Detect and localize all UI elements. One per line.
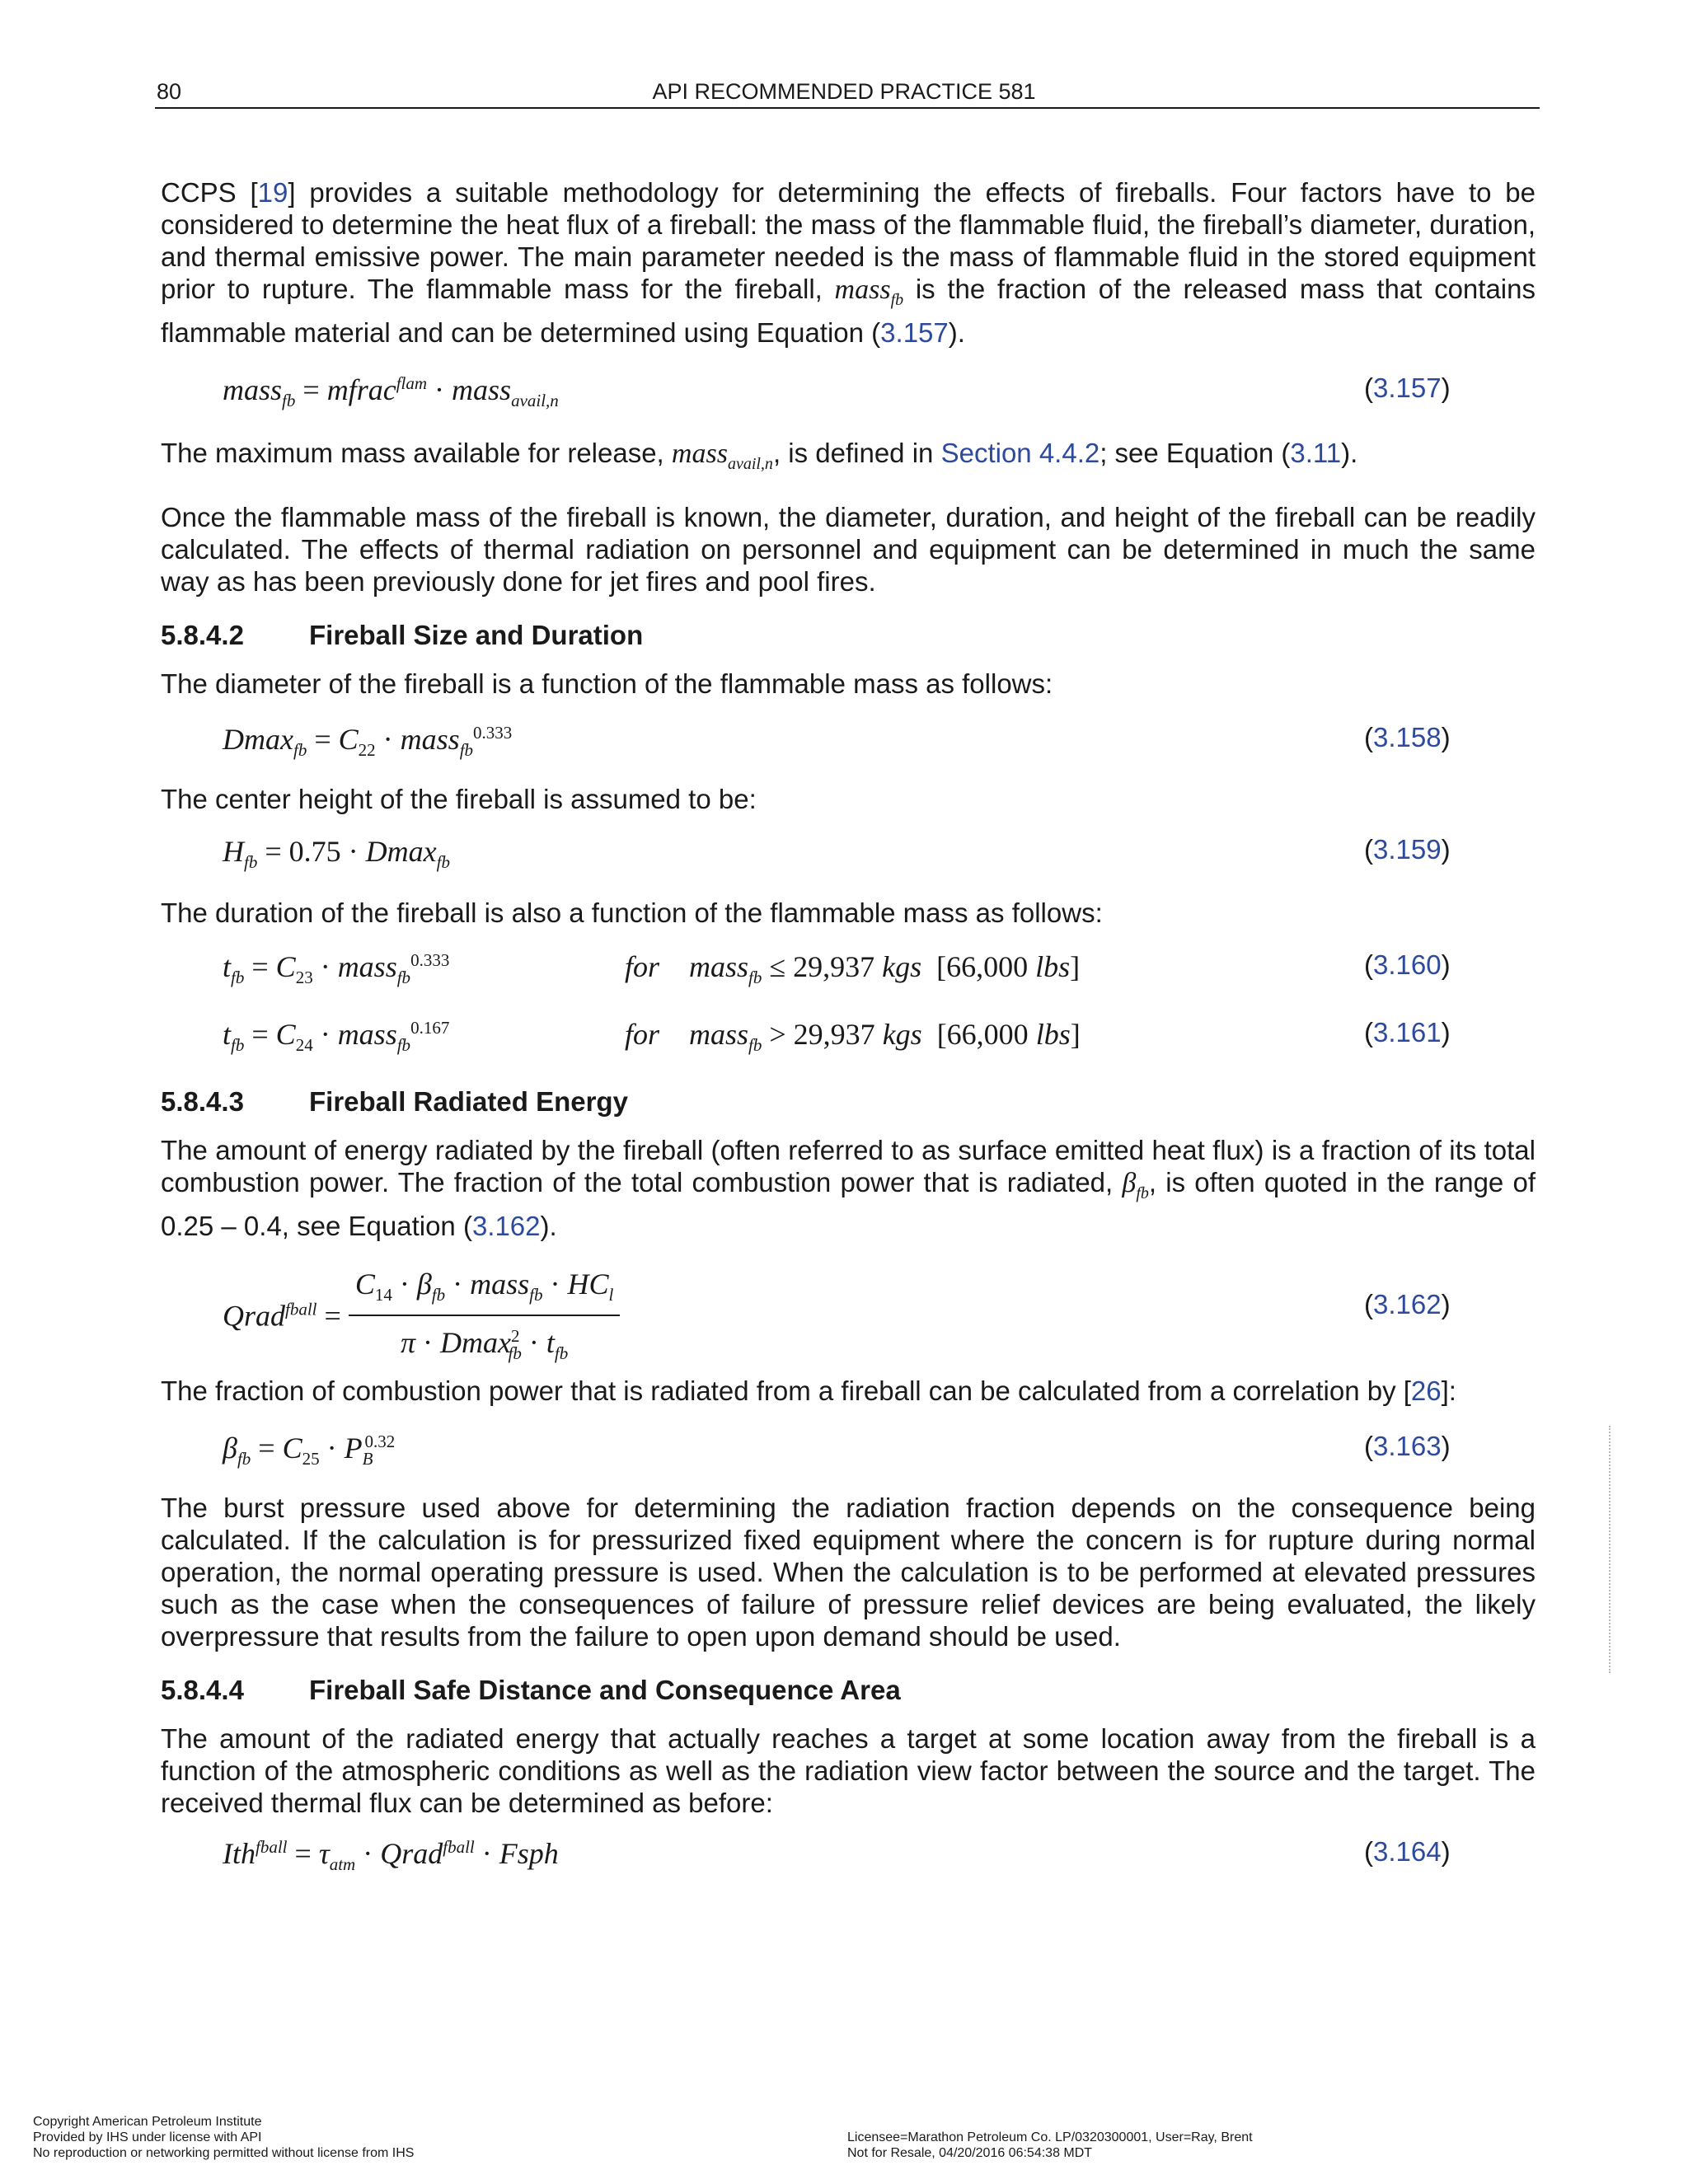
eq-number-link-3-164[interactable]: 3.164	[1373, 1836, 1442, 1867]
equation-number-3-158: (3.158)	[1364, 722, 1451, 752]
equation-3-161: $t_{fb} = C_{24}$ · mass$_{fb}^{0.167}$	[223, 1018, 450, 1056]
paragraph-radiated-energy: The amount of energy radiated by the fireball (often referred to as surface emitted heat flux) is a fraction of its total combustion power. The fraction of the total combustion power that is radiated, $\beta_{fb}$, is often quoted in the range of 0.25 – 0.4, see Equation (3.162).	[161, 1135, 1536, 1241]
eq-link-3-157[interactable]: 3.157	[880, 316, 949, 348]
equation-3-161-condition: for mass$_{fb}$ > 29,937 kgs [66,000 lbs]	[625, 1018, 1081, 1056]
equation-number-3-163: (3.163)	[1364, 1431, 1451, 1461]
page-number: 80	[157, 79, 182, 104]
eq-link-3-162[interactable]: 3.162	[471, 1210, 541, 1241]
inline-math-mass-fb: mass$_{fb}$	[834, 274, 904, 309]
footer-line: Not for Resale, 04/20/2016 06:54:38 MDT	[847, 2146, 1093, 2160]
equation-number-3-162: (3.162)	[1364, 1289, 1451, 1319]
footer-line: No reproduction or networking permitted without license from IHS	[33, 2146, 415, 2160]
equation-3-162: Qrad$^{fball}$ = $\frac{C_{14} \cdot \beta_{fb} \cdot mass_{fb} \cdot HC_l}{\pi \cdot Dmax^2_{fb} \cdot t_{fb}}$	[223, 1264, 620, 1373]
equation-3-163: $\beta_{fb} = C_{25} \cdot P_B^{0.32}$	[223, 1432, 396, 1469]
ref-link-19[interactable]: 19	[257, 177, 288, 208]
footer-line: Copyright American Petroleum Institute	[33, 2115, 262, 2129]
footer-line: Provided by IHS under license with API	[33, 2130, 262, 2144]
inline-math-beta-fb: $\beta_{fb}$	[1122, 1168, 1149, 1202]
eq-number-link-3-162[interactable]: 3.162	[1373, 1289, 1442, 1319]
section-link-4-4-2[interactable]: Section 4.4.2	[940, 438, 1100, 468]
equation-3-160-condition: for mass$_{fb}$ ≤ 29,937 kgs [66,000 lbs]	[625, 950, 1081, 988]
equation-number-3-157: (3.157)	[1364, 373, 1451, 403]
footer-copyright	[33, 2114, 414, 2161]
eq-number-link-3-161[interactable]: 3.161	[1373, 1017, 1442, 1047]
equation-3-162-fraction: $\frac{C_{14} \cdot \beta_{fb} \cdot mass_{fb} \cdot HC_l}{\pi \cdot Dmax^2_{fb} \cdot t_{fb}}$	[349, 1264, 621, 1373]
header-rule	[155, 107, 1540, 109]
equation-number-3-161: (3.161)	[1364, 1017, 1451, 1047]
eq-number-link-3-158[interactable]: 3.158	[1373, 722, 1442, 752]
scan-margin-mark	[1609, 1426, 1612, 1673]
equation-3-164: $Ith^{fball} = \tau_{atm}$ · Qrad$^{fball}$ · Fsph	[223, 1837, 559, 1875]
paragraph-correlation: The fraction of combustion power that is radiated from a fireball can be calculated from a correlation by [26]:	[161, 1376, 1456, 1406]
running-header-title: API RECOMMENDED PRACTICE 581	[652, 79, 1036, 104]
equation-3-158: $Dmax_{fb} = C_{22}$ · mass$_{fb}^{0.333}$	[223, 723, 513, 761]
paragraph-diameter-intro: The diameter of the fireball is a function of the flammable mass as follows:	[161, 668, 1053, 699]
footer-line: Licensee=Marathon Petroleum Co. LP/0320300001, User=Ray, Brent	[847, 2130, 1253, 2144]
equation-3-159: $H_{fb} = 0.75 \cdot Dmax_{fb}$	[223, 835, 450, 873]
equation-3-157: mass$_{fb}$ = mfrac$^{flam}$ · mass$_{avail,n}$	[223, 373, 559, 411]
paragraph-fireball-known: Once the flammable mass of the fireball is known, the diameter, duration, and height of the fireball can be readily calculated. The effects of thermal radiation on personnel and equipment can be determined in much the same way as has been previously done for jet fires and pool fires.	[161, 502, 1536, 597]
paragraph-ccps-intro: CCPS [19] provides a suitable methodology for determining the effects of fireballs. Four factors have to be considered to determine the heat flux of a fireball: the mass of the flammable fluid, the fireball’s diameter, duration, and thermal emissive power. The main parameter needed is the mass of flammable fluid in the stored equipment prior to rupture. The flammable mass for the fireball, mass$_{fb}$ is the fraction of the released mass that contains flammable material and can be determined using Equation (3.157).	[161, 177, 1536, 348]
eq-link-3-11[interactable]: 3.11	[1290, 438, 1342, 468]
paragraph-max-mass: The maximum mass available for release, mass$_{avail,n}$, is defined in Section 4.4.2; see Equation (3.11).	[161, 438, 1358, 473]
equation-number-3-160: (3.160)	[1364, 949, 1451, 980]
equation-number-3-159: (3.159)	[1364, 834, 1451, 865]
section-heading-5-8-4-2: 5.8.4.2 Fireball Size and Duration	[161, 620, 644, 650]
footer-license	[847, 2130, 1253, 2161]
inline-math-mass-avail: mass$_{avail,n}$	[671, 438, 773, 473]
paragraph-received-flux: The amount of the radiated energy that actually reaches a target at some location away from the fireball is a function of the atmospheric conditions as well as the radiation view factor between the source and the target. The received thermal flux can be determined as before:	[161, 1723, 1536, 1818]
eq-number-link-3-163[interactable]: 3.163	[1373, 1431, 1442, 1461]
equation-3-160: $t_{fb} = C_{23}$ · mass$_{fb}^{0.333}$	[223, 950, 450, 988]
paragraph-burst-pressure: The burst pressure used above for determining the radiation fraction depends on the consequence being calculated. If the calculation is for pressurized fixed equipment where the concern is for rupture during normal operation, the normal operating pressure is used. When the calculation is to be performed at elevated pressures such as the case when the consequences of failure of pressure relief devices are being evaluated, the likely overpressure that results from the failure to open upon demand should be used.	[161, 1493, 1536, 1652]
eq-number-link-3-159[interactable]: 3.159	[1373, 834, 1442, 865]
section-heading-5-8-4-3: 5.8.4.3 Fireball Radiated Energy	[161, 1086, 628, 1117]
equation-number-3-164: (3.164)	[1364, 1836, 1451, 1867]
eq-number-link-3-160[interactable]: 3.160	[1373, 949, 1442, 980]
eq-number-link-3-157[interactable]: 3.157	[1373, 373, 1442, 403]
paragraph-center-height-intro: The center height of the fireball is assumed to be:	[161, 784, 757, 814]
ref-link-26[interactable]: 26	[1410, 1376, 1442, 1406]
paragraph-duration-intro: The duration of the fireball is also a function of the flammable mass as follows:	[161, 898, 1103, 928]
section-heading-5-8-4-4: 5.8.4.4 Fireball Safe Distance and Consequence Area	[161, 1675, 901, 1705]
